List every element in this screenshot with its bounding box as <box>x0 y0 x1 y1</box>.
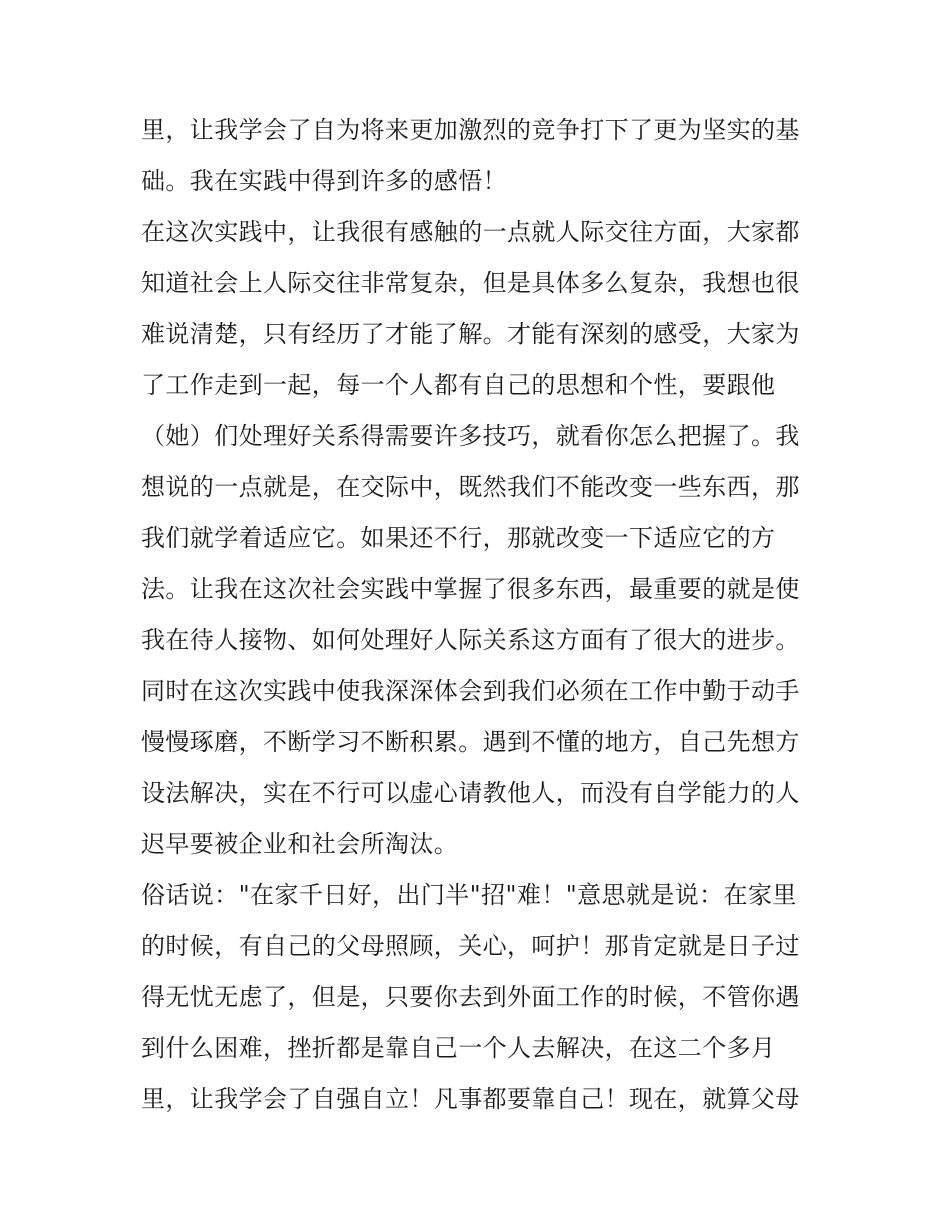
document-body <box>141 105 821 1125</box>
text-line: 迟早要被企业和社会所淘汰。 <box>141 830 459 858</box>
text-line: 的时候，有自己的父母照顾，关心，呵护！那肯定就是日子过 <box>141 932 800 960</box>
text-line: 慢慢琢磨，不断学习不断积累。遇到不懂的地方，自己先想方 <box>141 728 800 756</box>
text-line: 设法解决，实在不行可以虚心请教他人，而没有自学能力的人 <box>141 779 800 807</box>
text-line: 在这次实践中，让我很有感触的一点就人际交往方面，大家都 <box>141 218 800 246</box>
text-line: 想说的一点就是，在交际中，既然我们不能改变一些东西，那 <box>141 473 800 501</box>
text-line: 里，让我学会了自为将来更加激烈的竞争打下了更为坚实的基 <box>141 116 800 144</box>
text-line: 知道社会上人际交往非常复杂，但是具体多么复杂，我想也很 <box>141 269 800 297</box>
text-line: 同时在这次实践中使我深深体会到我们必须在工作中勤于动手 <box>141 677 800 705</box>
text-line: 了工作走到一起，每一个人都有自己的思想和个性，要跟他 <box>141 371 776 399</box>
text-line: 到什么困难，挫折都是靠自己一个人去解决，在这二个多月 <box>141 1034 776 1062</box>
text-line: 我在待人接物、如何处理好人际关系这方面有了很大的进步。 <box>141 626 800 654</box>
text-line: 难说清楚，只有经历了才能了解。才能有深刻的感受，大家为 <box>141 320 800 348</box>
text-line: 础。我在实践中得到许多的感悟！ <box>141 167 507 195</box>
text-line: 我们就学着适应它。如果还不行，那就改变一下适应它的方 <box>141 524 776 552</box>
text-line: 里，让我学会了自强自立！凡事都要靠自己！现在，就算父母 <box>141 1085 800 1113</box>
text-line: 得无忧无虑了，但是，只要你去到外面工作的时候，不管你遇 <box>141 983 800 1011</box>
text-line: 法。让我在这次社会实践中掌握了很多东西，最重要的就是使 <box>141 575 800 603</box>
text-line: （她）们处理好关系得需要许多技巧，就看你怎么把握了。我 <box>141 422 800 450</box>
text-line: 俗话说："在家千日好，出门半"招"难！"意思就是说：在家里 <box>141 881 797 909</box>
